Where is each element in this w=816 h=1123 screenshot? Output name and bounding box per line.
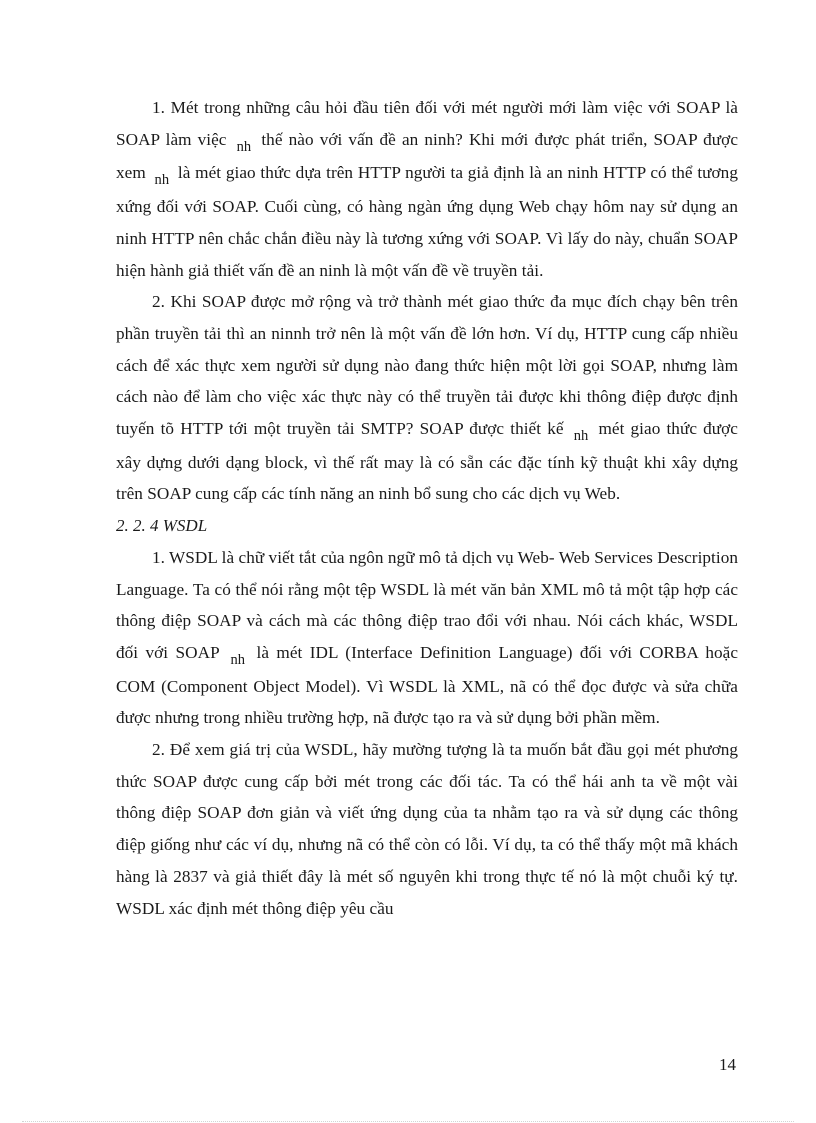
section-heading-wsdl: 2. 2. 4 WSDL [116, 516, 208, 536]
page-number: 14 [719, 1055, 736, 1074]
text-run: thế nào với vấn đề an ninh? Khi mới được phát triển, SOAP được xem [116, 129, 738, 183]
paragraph-soap-security-1 [116, 92, 738, 286]
text-run: 1. Mét trong những câu hỏi đầu tiên đối với mét người mới làm việc với SOAP là SOAP làm việc [116, 98, 738, 149]
text-run: là mét giao thức dựa trên HTTP người ta giả định là an ninh HTTP có thể tương xứng đối với SOAP. Cuối cùng, có hàng ngàn ứng dụng Web chạy hôm nay sử dụng an ninh HTTP nên chắc chắn điều này là tương xứng với SOAP. Vì lấy do này, chuẩn SOAP hiện hành giả thiết vấn đề an ninh là một vấn đề về truyền tải. [116, 163, 738, 280]
subscript-fragment: nh [236, 138, 252, 155]
subscript-fragment: nh [154, 172, 170, 189]
footer-divider [22, 1121, 794, 1122]
paragraph-wsdl-2: 2. Để xem giá trị của WSDL, hãy mường tượng là ta muốn bắt đầu gọi mét phương thức SOAP được cung cấp bởi mét trong các đối tác. Ta có thể hái anh ta về một vài thông điệp SOAP đơn giản và viết ứng dụng của ta nhằm tạo ra và sử dụng các thông điệp giống như các ví dụ, nhưng nã có thể còn có lỗi. Ví dụ, ta có thể thấy một mã khách hàng là 2837 và giả thiết đây là mét số nguyên khi trong thực tế nó là một chuỗi ký tự. WSDL xác định mét thông điệp yêu cầu [116, 740, 738, 918]
paragraph-soap-security-2 [116, 286, 738, 510]
document-page [116, 92, 738, 924]
text-run: là mét IDL (Interface Definition Language) đối với CORBA hoặc COM (Component Object Model). Vì WSDL là XML, nã có thể đọc được và sửa chữa được nhưng trong nhiều trường hợp, nã được tạo ra và sử dụng bởi phần mềm. [116, 642, 738, 728]
paragraph-wsdl-1 [116, 542, 738, 734]
text-run: 2. Khi SOAP được mở rộng và trở thành mét giao thức đa mục đích chạy bên trên phần truyền tải thì an ninnh trở nên là một vấn đề lớn hơn. Ví dụ, HTTP cung cấp nhiều cách để xác thực xem người sử dụng nào đang thức hiện một lời gọi SOAP, nhưng làm cách nào để làm cho việc xác thực này có thể truyền tải được khi thông điệp được định tuyến tõ HTTP tới một truyền tải SMTP? SOAP được thiết kế [116, 292, 738, 439]
subscript-fragment: nh [230, 651, 246, 668]
text-run: 1. WSDL là chữ viết tắt của ngôn ngữ mô tả dịch vụ Web- Web Services Description Language. Ta có thể nói rằng một tệp WSDL là mét văn bản XML mô tả một tập hợp các thông điệp SOAP và cách mà các thông điệp trao đổi với nhau. Nói cách khác, WSDL đối với SOAP [116, 547, 738, 662]
text-run: mét giao thức được xây dựng dưới dạng block, vì thế rất may là có sẵn các đặc tính kỹ thuật khi xây dựng trên SOAP cung cấp các tính năng an ninh bổ sung cho các dịch vụ Web. [116, 419, 738, 504]
subscript-fragment: nh [573, 428, 589, 445]
